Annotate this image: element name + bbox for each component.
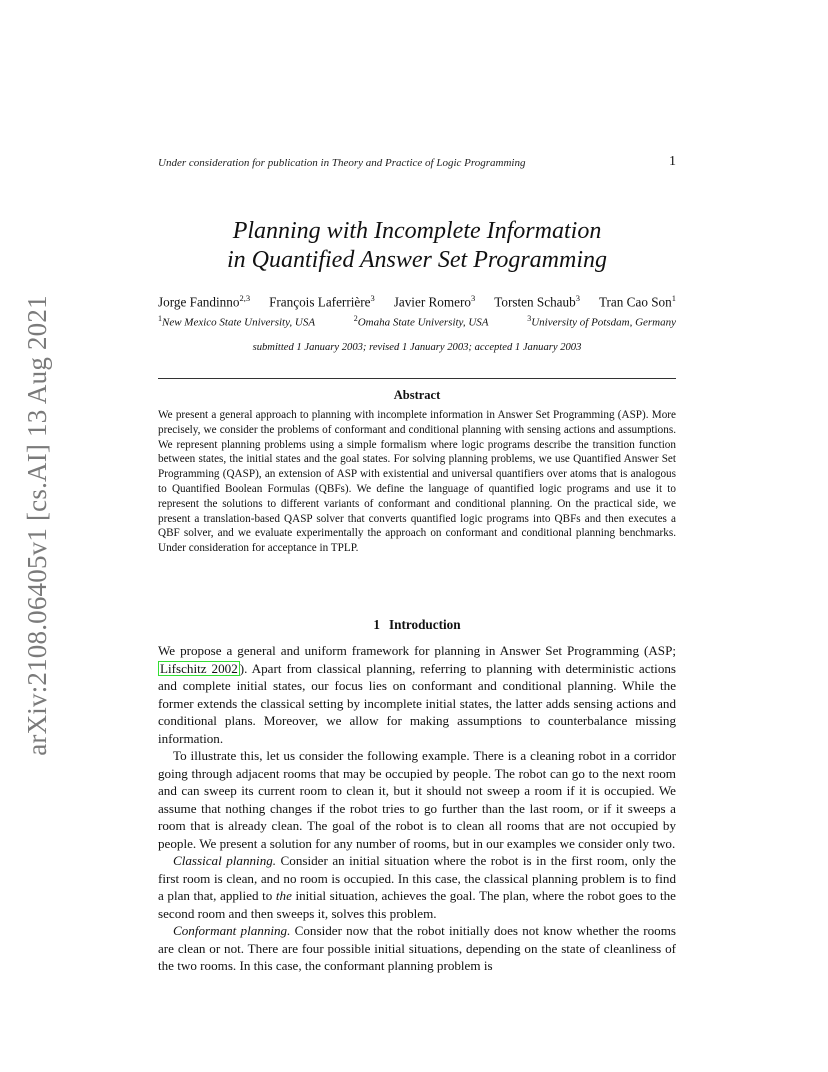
paragraph-text: Consider an initial situation where the robot is in the first room, only the first room is clean, and no room is occupied. In this case, the classical planning problem is to find a plan that, applied to [158,853,676,903]
horizontal-rule [158,378,676,379]
author-name: Javier Romero [393,294,471,310]
author-affiliation-mark: 3 [575,293,580,303]
paragraph [158,922,676,975]
affiliation-name: New Mexico State University, USA [162,316,316,329]
author [269,293,375,310]
section-heading [158,617,676,633]
paper-title [158,217,676,275]
submission-dates: submitted 1 January 2003; revised 1 January 2003; accepted 1 January 2003 [252,342,582,353]
paragraph-text: We propose a general and uniform framework for planning in Answer Set Programming (ASP; [158,643,676,658]
paragraph-lead: Classical planning. [173,853,277,868]
section-title: Introduction [389,617,461,632]
abstract-heading: Abstract [393,388,441,402]
paragraph-text: Consider now that the robot initially does not know whether the rooms are clean or not. There are four possible initial situations, depending on the state of cleanliness of the two rooms. In this case, the conformant planning problem is [158,923,677,973]
author-list [158,293,676,310]
paragraph [158,852,676,922]
affiliation [527,314,676,329]
author-affiliation-mark: 3 [370,293,375,303]
affiliation-mark: 1 [158,314,162,323]
author-affiliation-mark: 3 [471,293,476,303]
citation-link[interactable]: Lifschitz 2002 [160,660,238,676]
affiliation-mark: 3 [527,314,532,323]
emphasis: the [275,888,292,903]
author-name: Torsten Schaub [494,294,576,310]
author [494,293,580,310]
title-line-1: Planning with Incomplete Information [232,218,602,244]
paragraph [158,642,676,747]
affiliation [354,314,489,329]
title-line-2: in Quantified Answer Set Programming [227,247,607,273]
affiliation [158,314,315,329]
abstract-text: We present a general approach to planning with incomplete information in Answer Set Programming (ASP). More precisely, we consider the problems of conformant and conditional planning with sensing actions and assumptions. We represent planning problems using a simple formalism where logic programs describe the transition function between states, the initial states and the goal states. For solving planning problems, we use Quantified Answer Set Programming (QASP), an extension of ASP with existential and universal quantifiers over atoms that is analogous to Quantified Boolean Formulas (QBFs). We define the language of quantified logic programs and use it to represent the solutions to different variants of conformant and conditional planning. On the practical side, we present a translation-based QASP solver that converts quantified logic programs into QBFs and then executes a QBF solver, and we evaluate experimentally the approach on conformant and conditional planning benchmarks. Under consideration for acceptance in TPLP. [158,409,676,555]
paragraph-text: initial situation, achieves the goal. The plan, where the robot goes to the second room and then sweeps it, solves this problem. [158,888,676,921]
page-number: 1 [669,154,676,169]
affiliation-name: University of Potsdam, Germany [531,316,676,329]
author-name: Jorge Fandinno [158,294,240,310]
running-head: Under consideration for publication in Theory and Practice of Logic Programming [158,157,526,169]
author-name: François Laferrière [269,294,371,310]
paragraph-lead: Conformant planning. [173,923,291,938]
paragraph: To illustrate this, let us consider the following example. There is a cleaning robot in a corridor going through adjacent rooms that may be occupied by people. The robot can go to the next room and can sweep its current room to clean it, but it should not sweep a room if it is occupied. We assume that nothing changes if the robot tries to go further than the last room, or if it sweeps a room that is already clean. The goal of the robot is to clean all rooms that are not occupied by people. We present a solution for any number of rooms, but in our examples we consider only two. [158,748,676,851]
author-affiliation-mark: 1 [671,293,676,303]
affiliation-name: Omaha State University, USA [357,316,489,329]
affiliation-mark: 2 [353,314,358,323]
author-affiliation-mark: 2,3 [239,293,251,303]
affiliation-list [158,314,676,329]
author-name: Tran Cao Son [598,294,672,310]
section-number: 1 [373,617,380,632]
arxiv-identifier-text: arXiv:2108.06405v1 [cs.AI] 13 Aug 2021 [21,294,52,756]
arxiv-identifier-stamp [17,290,57,760]
author [599,293,676,310]
author [394,293,476,310]
author [158,293,250,310]
paragraph-text: ). Apart from classical planning, referring to planning with deterministic actions and complete initial states, our focus lies on conformant and conditional planning. While the former extends the classical setting by incomplete initial states, the latter adds sensing actions and conditional plans. Moreover, we allow for making assumptions to counterbalance missing information. [158,660,677,746]
introduction-body [158,642,676,975]
